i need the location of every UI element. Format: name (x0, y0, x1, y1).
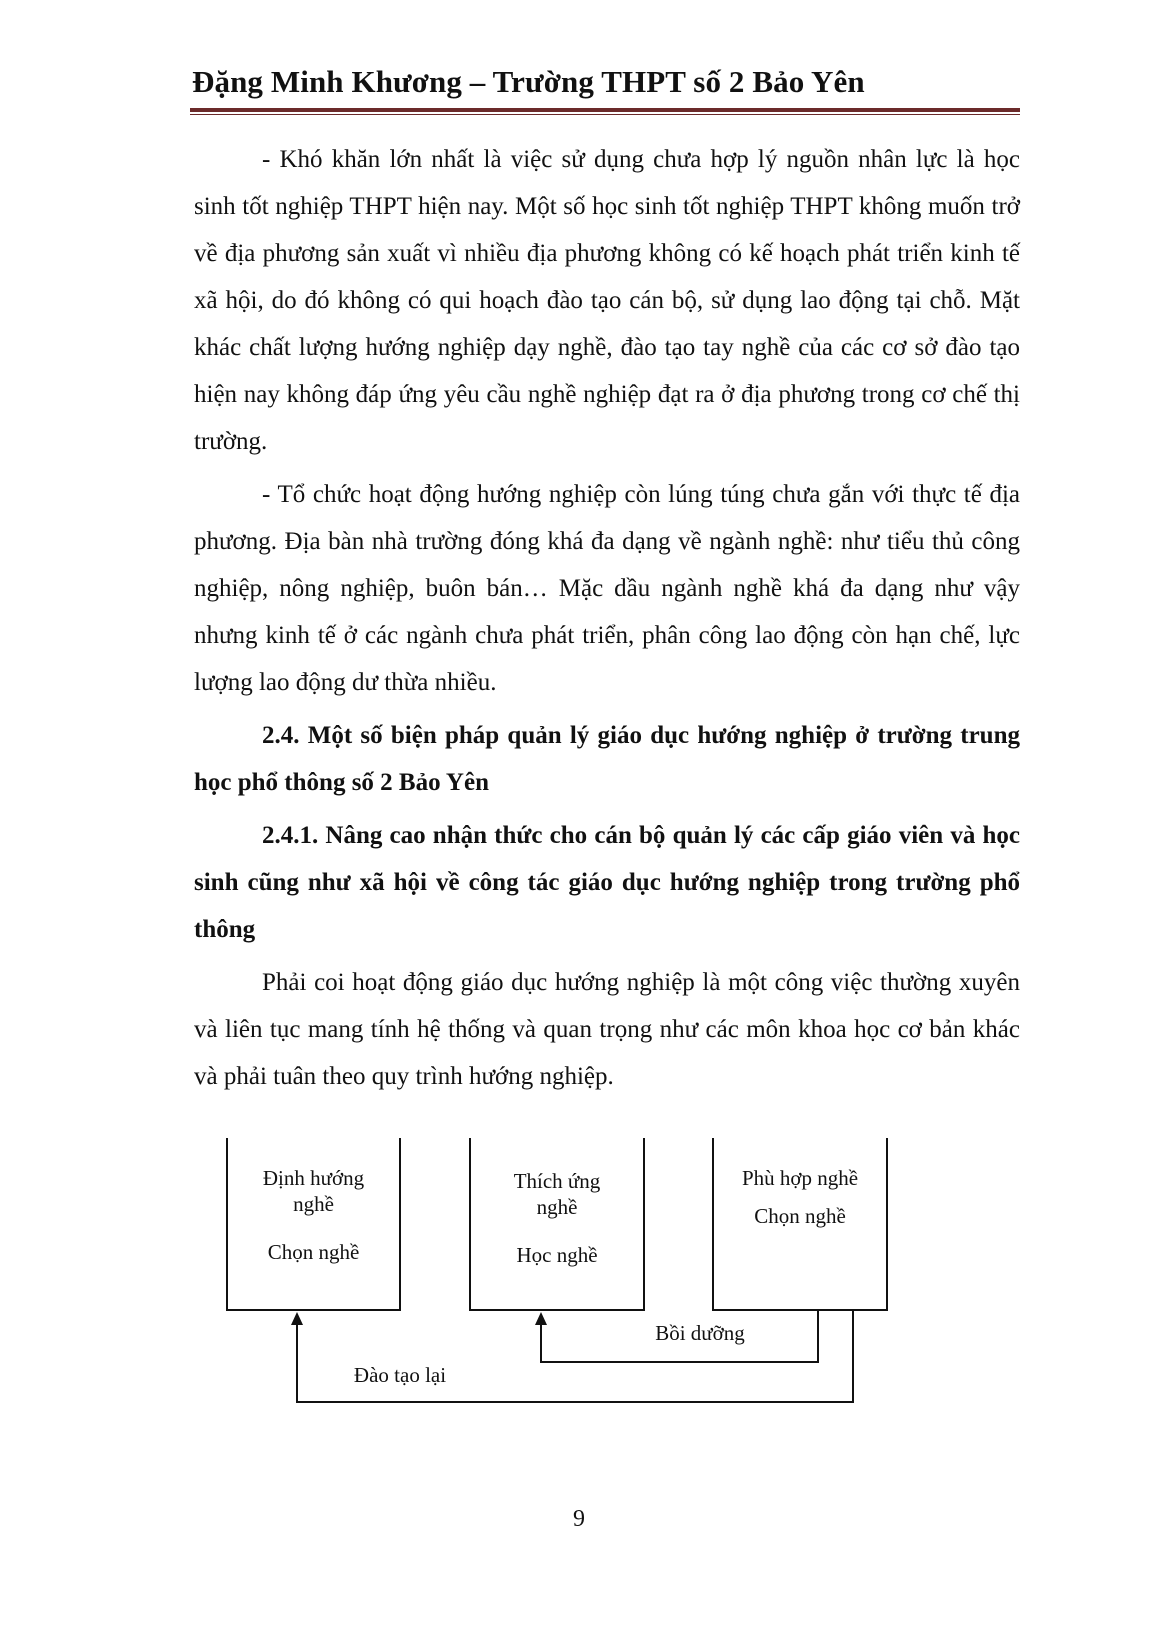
label-dao-tao-lai: Đào tạo lại (353, 1363, 447, 1387)
page-number: 9 (573, 1506, 585, 1532)
box-1-line-3: Chọn nghề (267, 1240, 360, 1264)
paragraph-2: - Tổ chức hoạt động hướng nghiệp còn lúng túng chưa gắn với thực tế địa phương. Địa bàn nhà trường đóng khá đa dạng về ngành nghề: như tiểu thủ công nghiệp, nông nghiệp, buôn bán… Mặc dầu ngành nghề khá đa dạng như vậy nhưng kinh tế ở các ngành chưa phát triển, phân công lao động còn hạn chế, lực lượng lao động dư thừa nhiều. (194, 481, 1020, 696)
section-heading-2-4: 2.4. Một số biện pháp quản lý giáo dục hướng nghiệp ở trường trung học phổ thông số 2 Bảo Yên (194, 722, 1020, 796)
label-boi-duong: Bồi dưỡng (655, 1321, 745, 1345)
box-adaptation (470, 1138, 644, 1310)
box-3-line-1: Phù hợp nghề (741, 1166, 859, 1190)
box-3-line-2: Chọn nghề (754, 1204, 846, 1228)
arrow-dao-tao-lai (297, 1310, 853, 1402)
page-header-title: Đặng Minh Khương – Trường THPT số 2 Bảo Yên (192, 64, 865, 99)
box-2-line-1: Thích ứng (513, 1169, 601, 1193)
box-3-text (713, 1165, 887, 1229)
arrow-head-inner (535, 1312, 547, 1325)
box-1-line-1: Định hướng (262, 1166, 365, 1190)
arrow-head-outer (291, 1312, 303, 1325)
body-text (194, 136, 1020, 1106)
box-guidance (227, 1138, 400, 1310)
section-heading-2-4-1: 2.4.1. Nâng cao nhận thức cho cán bộ quản lý các cấp giáo viên và học sinh cũng như xã hội về công tác giáo dục hướng nghiệp trong trường phổ thông (194, 822, 1020, 943)
box-1-text (227, 1165, 400, 1265)
header-rule-thin (190, 114, 1020, 115)
box-2-line-2: nghề (536, 1195, 578, 1219)
box-2-line-3: Học nghề (516, 1243, 598, 1267)
box-2-text (470, 1168, 644, 1268)
paragraph-1: - Khó khăn lớn nhất là việc sử dụng chưa hợp lý nguồn nhân lực là học sinh tốt nghiệp THPT hiện nay. Một số học sinh tốt nghiệp THPT không muốn trở về địa phương sản xuất vì nhiều địa phương không có kế hoạch phát triển kinh tế xã hội, do đó không có qui hoạch đào tạo cán bộ, sử dụng lao động tại chỗ. Mặt khác chất lượng hướng nghiệp dạy nghề, đào tạo tay nghề của các cơ sở đào tạo hiện nay không đáp ứng yêu cầu nghề nghiệp đạt ra ở địa phương trong cơ chế thị trường. (194, 146, 1020, 455)
arrow-boi-duong (541, 1310, 818, 1362)
box-fit (713, 1138, 887, 1310)
header-rule (190, 108, 1020, 112)
box-1-line-2: nghề (293, 1192, 334, 1216)
paragraph-3: Phải coi hoạt động giáo dục hướng nghiệp là một công việc thường xuyên và liên tục mang tính hệ thống và quan trọng như các môn khoa học cơ bản khác và phải tuân theo quy trình hướng nghiệp. (194, 969, 1020, 1090)
